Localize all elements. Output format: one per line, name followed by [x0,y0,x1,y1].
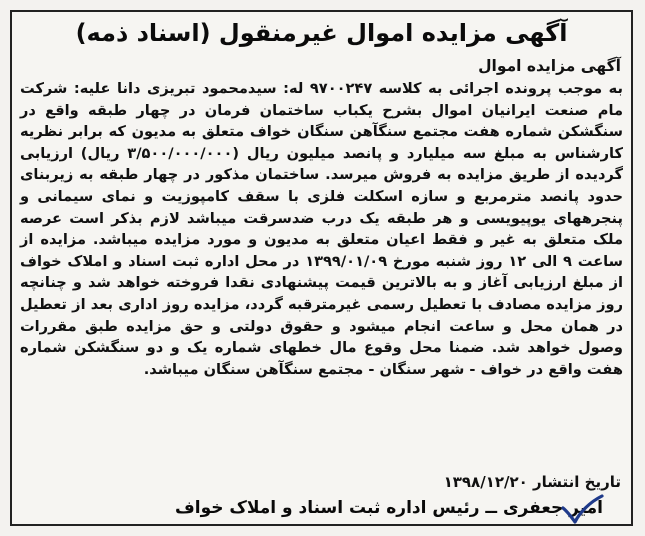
notice-title: آگهی مزایده اموال غیرمنقول (اسناد ذمه) [75,19,568,47]
publish-date: تاریخ انتشار ۱۳۹۸/۱۲/۲۰ [443,473,621,491]
check-mark-icon [560,494,604,524]
notice-frame [10,10,633,526]
signature-line: امیر جعفری ــ رئیس اداره ثبت اسناد و املاک خواف [175,498,603,518]
notice-subtitle: آگهی مزایده اموال [478,57,621,75]
notice-body: به موجب پرونده اجرائی به کلاسه ۹۷۰۰۲۴۷ له: سیدمحمود تبریزی دانا علیه: شرکت مام صنعت ایرانیان اموال بشرح یکباب ساختمان فرمان در چهار طبقه واقع در سنگشکن شماره هفت مجتمع سنگآهن سنگان خواف متعلق به مدیون که برابر نظریه کارشناس به مبلغ سه میلیارد و پانصد میلیون ریال (۳/۵۰۰/۰۰۰/۰۰۰ ریال) ارزیابی گردیده از طریق مزایده به فروش میرسد. ساختمان مذکور در چهار طبقه به زیربنای حدود پانصد مترمربع و سازه اسکلت فلزی با سقف کامپوزیت و نمای سیمانی و پنجرههای یوپیویسی و هر طبقه یک درب ضدسرقت میباشد لازم بذکر است عرصه ملک متعلق به غیر و فقط اعیان متعلق به مدیون و مورد مزایده میباشد. مزایده از ساعت ۹ الی ۱۲ روز شنبه مورخ ۱۳۹۹/۰۱/۰۹ در محل اداره ثبت اسناد و املاک خواف از مبلغ ارزیابی آغاز و به بالاترین قیمت پیشنهادی نقدا فروخته خواهد شد و چنانچه روز مزایده مصادف با تعطیل رسمی غیرمترقبه گردد، مزایده روز اداری بعد از تعطیل در همان محل و ساعت انجام میشود و حقوق دولتی و حق مزایده طبق مقررات وصول خواهد شد. ضمنا محل وقوع مال خطهای شماره یک و دو سنگشکن شماره هفت واقع در خواف - شهر سنگان - مجتمع سنگآهن سنگان میباشد. [20,80,623,378]
